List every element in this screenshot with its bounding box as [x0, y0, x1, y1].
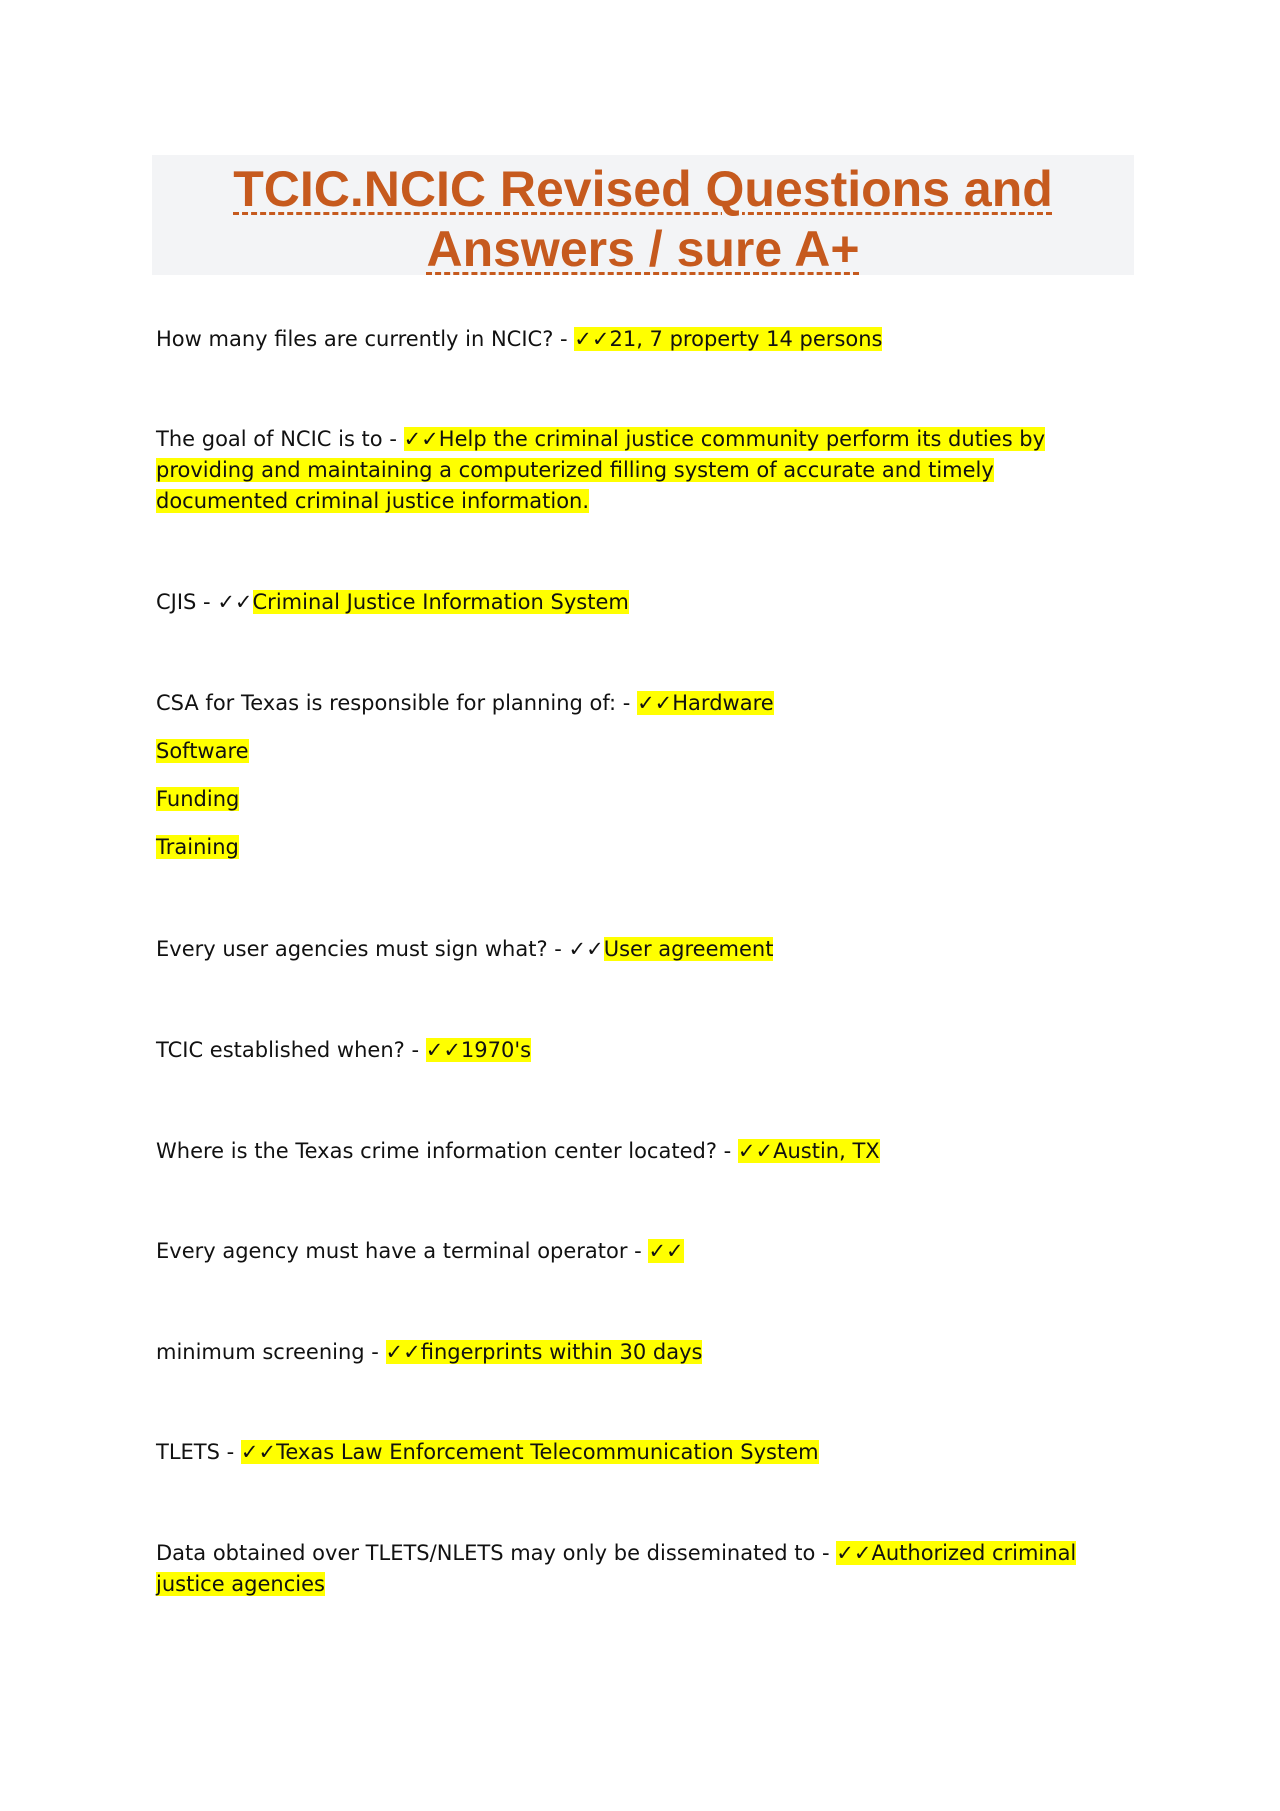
check-icon: ✓✓	[217, 590, 253, 614]
qa-item	[156, 324, 1116, 355]
question-text: TCIC established when? -	[156, 1038, 426, 1062]
question-text: TLETS -	[156, 1440, 241, 1464]
answer-highlight	[738, 1139, 880, 1163]
check-icon: ✓✓	[737, 1139, 774, 1163]
question-text: Data obtained over TLETS/NLETS may only be disseminated to -	[156, 1541, 837, 1565]
check-icon: ✓✓	[637, 691, 673, 715]
qa-item	[156, 934, 1116, 965]
qa-item	[156, 688, 1116, 863]
answer-text: Austin, TX	[773, 1139, 880, 1163]
question-text: minimum screening -	[156, 1340, 386, 1364]
check-icon: ✓✓	[574, 327, 610, 351]
check-icon: ✓✓	[425, 1038, 461, 1062]
check-icon: ✓✓	[403, 427, 439, 451]
answer-text: Help the criminal justice community perform its duties by providing and maintaining a computerized filling system of accurate and timely documented criminal justice information.	[156, 427, 1046, 513]
qa-item	[156, 424, 1116, 517]
qa-item	[156, 1337, 1116, 1368]
question-text: CSA for Texas is responsible for planning of: -	[156, 691, 638, 715]
title-banner	[152, 155, 1134, 275]
answer-text: Texas Law Enforcement Telecommunication System	[276, 1440, 819, 1464]
answer-highlight	[574, 327, 882, 351]
qa-item	[156, 1437, 1116, 1468]
qa-item	[156, 1236, 1116, 1267]
answer-line: Funding	[156, 787, 240, 811]
answer-line: Training	[156, 835, 239, 859]
question-text: Where is the Texas crime information center located? -	[156, 1139, 738, 1163]
answer-text: 1970's	[460, 1038, 532, 1062]
question-text: How many files are currently in NCIC? -	[156, 327, 575, 351]
answer-text: fingerprints within 30 days	[420, 1340, 703, 1364]
question-text: Every agency must have a terminal operator -	[156, 1239, 649, 1263]
qa-item	[156, 587, 1116, 618]
answer-text: 21, 7 property 14 persons	[609, 327, 883, 351]
qa-item	[156, 1136, 1116, 1167]
question-text: The goal of NCIC is to -	[156, 427, 404, 451]
answer-text: User agreement	[603, 937, 774, 961]
check-icon: ✓✓	[385, 1340, 421, 1364]
question-text: Every user agencies must sign what? -	[156, 937, 569, 961]
answer-highlight	[241, 1440, 819, 1464]
check-icon: ✓✓	[568, 937, 604, 961]
answer-highlight	[426, 1038, 531, 1062]
answer-text: Authorized criminal justice agencies	[156, 1541, 1077, 1596]
check-icon: ✓✓	[648, 1239, 684, 1263]
answer-text: Hardware	[672, 691, 774, 715]
answer-highlight	[637, 691, 774, 715]
check-icon: ✓✓	[240, 1440, 277, 1464]
check-icon: ✓✓	[836, 1541, 872, 1565]
answer-highlight	[386, 1340, 703, 1364]
qa-item	[156, 1538, 1116, 1600]
answer-line: Software	[156, 739, 249, 763]
answer-highlight	[648, 1239, 683, 1263]
qa-item	[156, 1035, 1116, 1066]
answer-text: Criminal Justice Information System	[252, 590, 629, 614]
question-text: CJIS -	[156, 590, 218, 614]
document-title: TCIC.NCIC Revised Questions and Answers / sure A+	[233, 161, 1053, 277]
